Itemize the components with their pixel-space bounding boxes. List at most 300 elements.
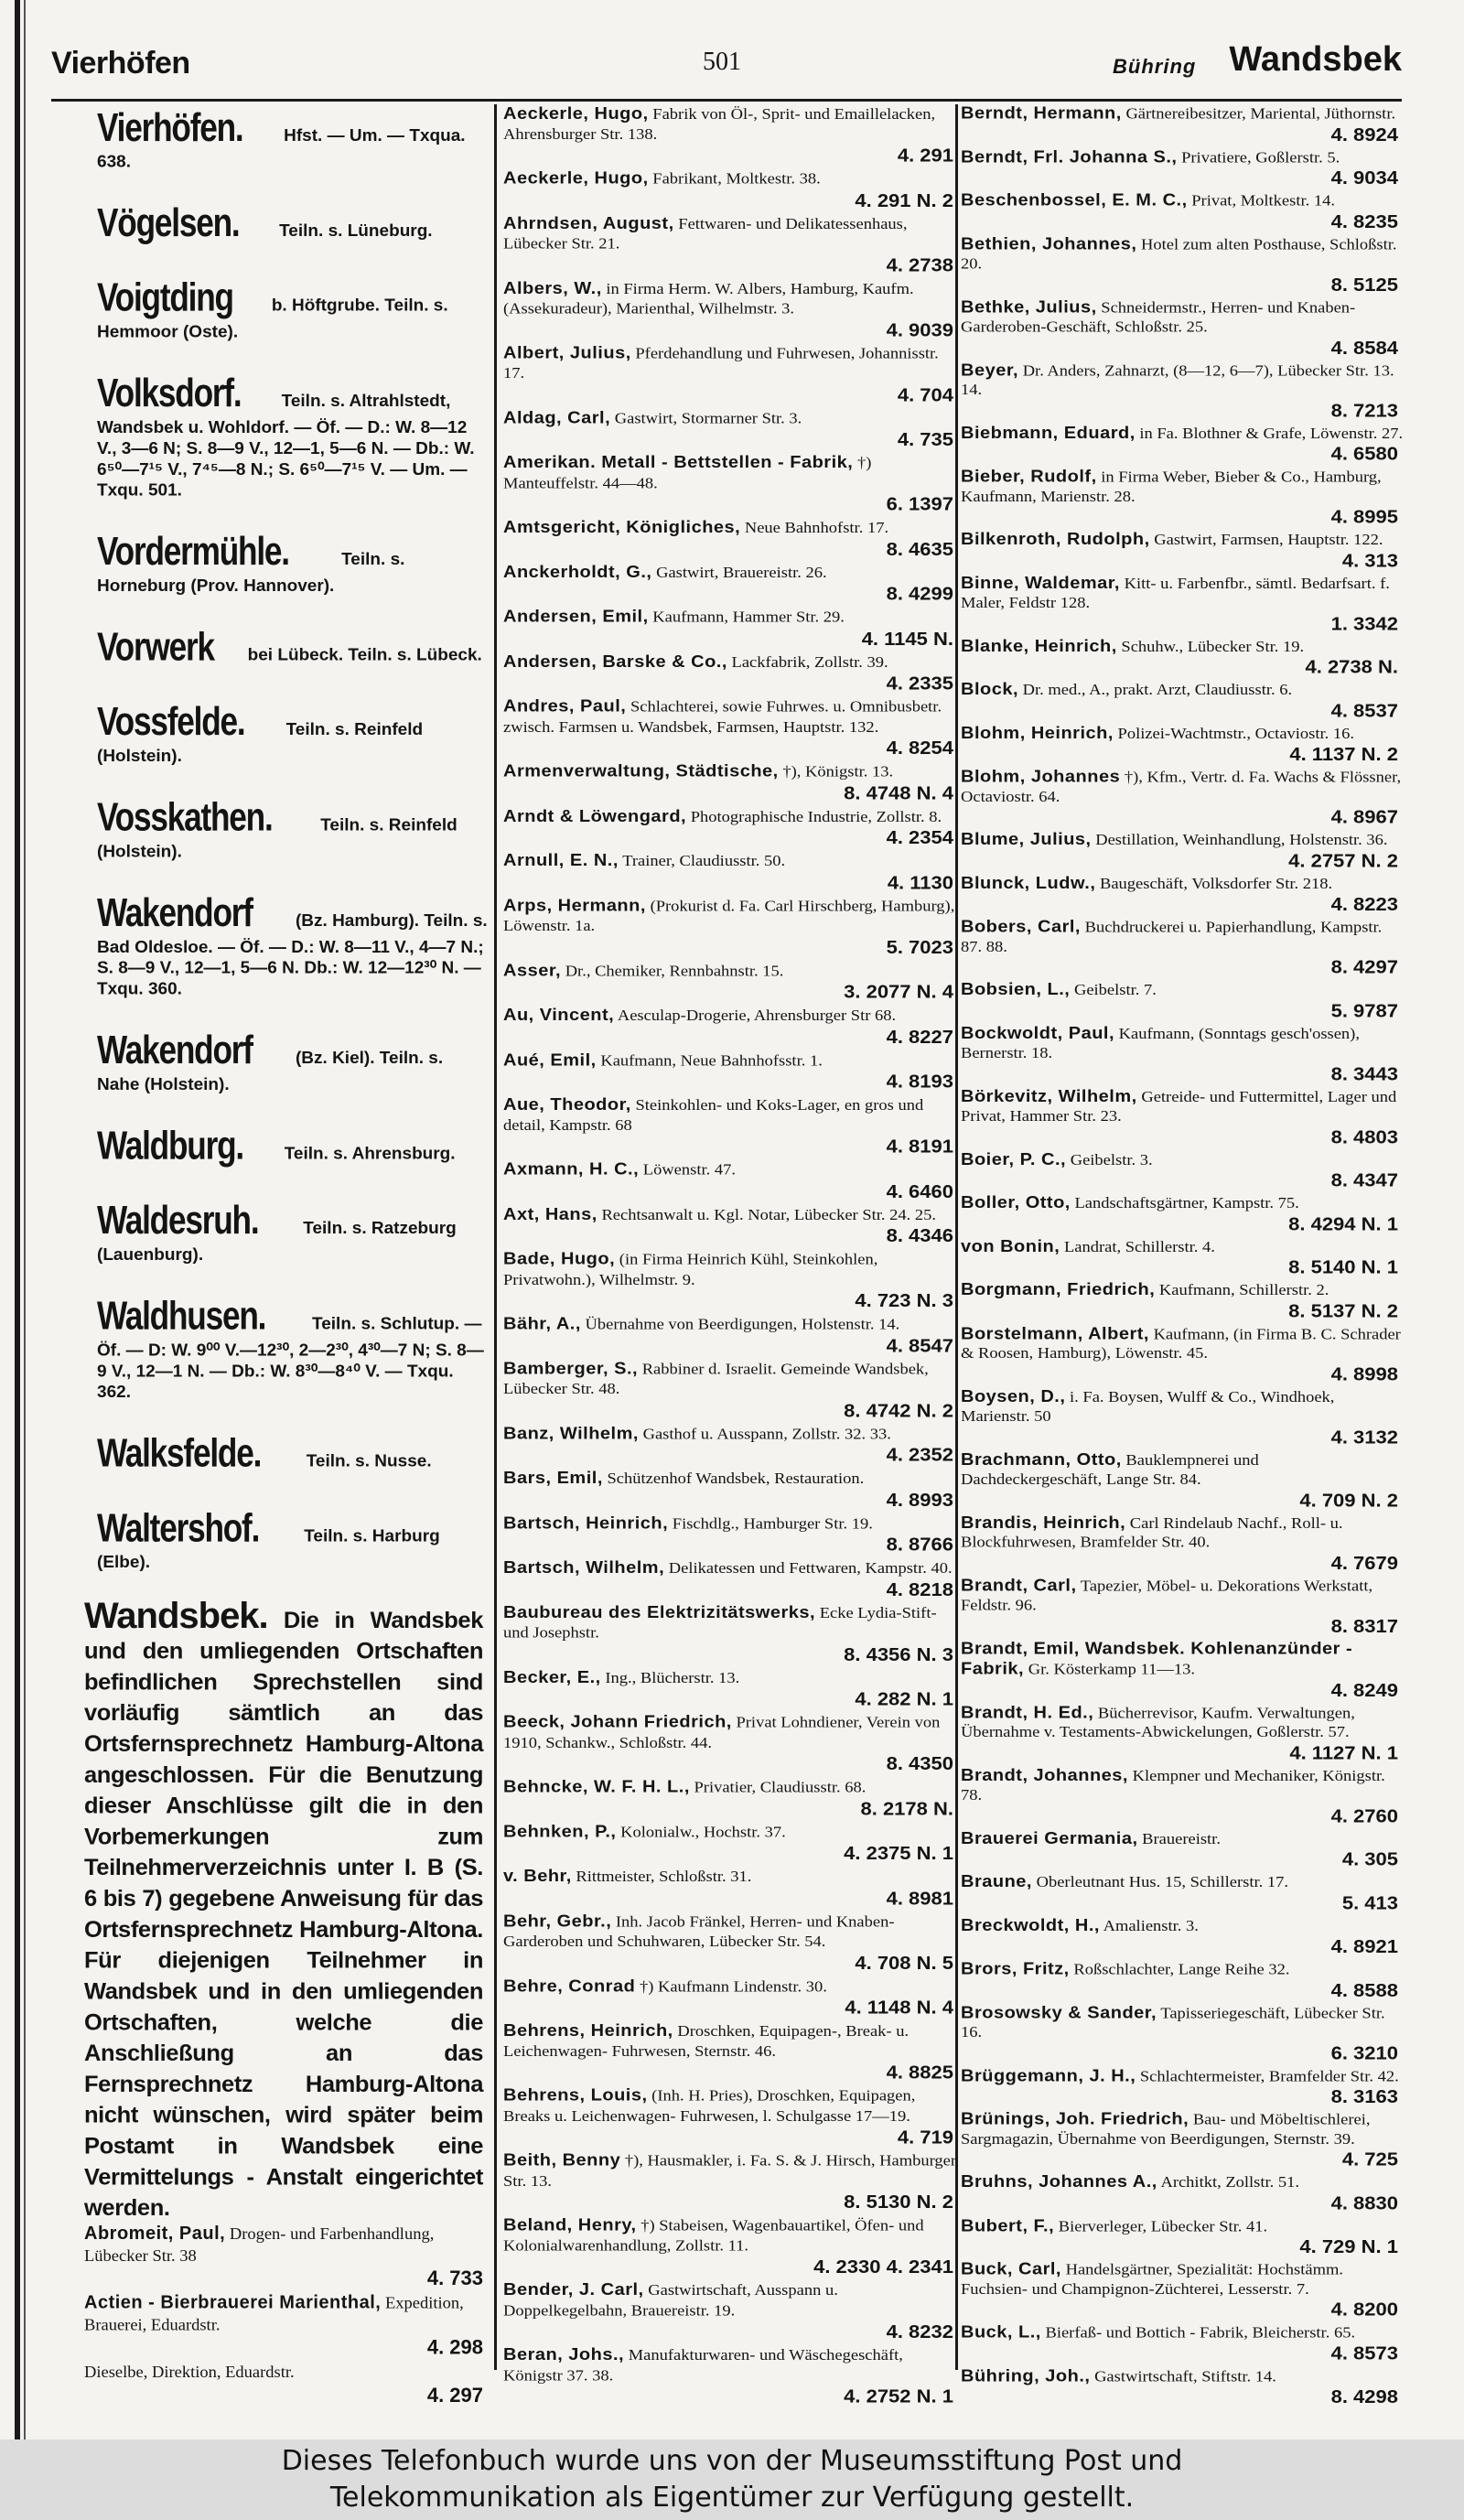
- subscriber-info: Bauklempnerei und Dachdeckergeschäft, Lange Str. 84.: [961, 1451, 1259, 1489]
- phone-number: 8. 4298: [1330, 2385, 1398, 2407]
- subscriber-entry: [961, 724, 1404, 768]
- subscriber-name: von Bonin,: [961, 1237, 1060, 1256]
- subscriber-info: Bierverleger, Lübecker Str. 41.: [1058, 2218, 1268, 2235]
- subscriber-entry: [961, 1024, 1404, 1087]
- subscriber-name: Bender, J. Carl,: [503, 2280, 644, 2299]
- subscriber-info: Kitt- u. Farbenfbr., sämtl. Bedarfsart. f. Maler, Feldstr 128.: [961, 576, 1390, 612]
- place-detail: Teiln. s. Horneburg (Prov. Hannover).: [97, 550, 405, 597]
- header-place: Wandsbek: [1229, 40, 1402, 79]
- subscriber-entry: [503, 697, 959, 762]
- subscriber-entry: [503, 104, 959, 169]
- subscriber-info: Manufakturwaren- und Wäschegeschäft, Königstr 37. 38.: [503, 2347, 903, 2385]
- subscriber-entry: [961, 235, 1404, 298]
- phone-number: 6. 3210: [1330, 2042, 1398, 2063]
- subscriber-entry: [961, 2173, 1404, 2217]
- subscriber-entry: [503, 762, 959, 807]
- subscriber-info: Löwenstr. 47.: [642, 1161, 736, 1179]
- subscriber-entry: [503, 1006, 959, 1050]
- subscriber-name: Biebmann, Eduard,: [961, 424, 1136, 443]
- entry-list: [51, 2224, 489, 2409]
- subscriber-entry: [961, 874, 1404, 918]
- subscriber-name: Breckwoldt, H.,: [961, 1916, 1100, 1935]
- subscriber-entry: [503, 608, 959, 652]
- subscriber-entry: [503, 343, 959, 408]
- subscriber-info: Landschaftsgärtner, Kampstr. 75.: [1074, 1195, 1299, 1212]
- subscriber-info: Kaufmann, (Sonntags gesch'ossen), Bernerstr. 18.: [961, 1026, 1360, 1062]
- subscriber-name: Bieber, Rudolf,: [961, 467, 1097, 486]
- header-first-entry: Vierhöfen: [51, 46, 190, 81]
- subscriber-info: Dr. med., A., prakt. Arzt, Claudiusstr. 6.: [1022, 682, 1293, 699]
- subscriber-info: Gastwirt, Stormarner Str. 3.: [614, 410, 802, 427]
- subscriber-entry: [961, 191, 1404, 235]
- phone-number: 4. 297: [426, 2383, 483, 2407]
- subscriber-entry: [961, 1150, 1404, 1194]
- subscriber-info: Gr. Kösterkamp 11—13.: [1028, 1661, 1195, 1678]
- column-1: [51, 104, 489, 2410]
- subscriber-name: Beith, Benny: [503, 2150, 621, 2170]
- phone-number: 4. 8584: [1330, 337, 1398, 358]
- archive-notice: [0, 2439, 1464, 2520]
- phone-number: 4. 1130: [887, 871, 953, 893]
- phone-number: 8. 4297: [1330, 956, 1398, 978]
- subscriber-info: Gastwirt, Brauereistr. 26.: [656, 564, 827, 582]
- subscriber-info: Schlachtermeister, Bramfelder Str. 42.: [1139, 2068, 1399, 2085]
- subscriber-entry: [961, 1450, 1404, 1513]
- phone-number: 4. 8232: [886, 2321, 953, 2342]
- subscriber-name: Blunck, Ludw.,: [961, 874, 1096, 893]
- subscriber-info: Fabrik von Öl-, Sprit- und Emaillelacken, Ahrensburger Str. 138.: [503, 105, 936, 144]
- subscriber-info: Gastwirtschaft, Ausspann u. Doppelkegelbahn, Brauereistr. 19.: [503, 2282, 838, 2320]
- subscriber-name: Behre, Conrad: [503, 1976, 636, 1996]
- subscriber-name: Aeckerle, Hugo,: [503, 104, 649, 124]
- subscriber-name: Brüggemann, J. H.,: [961, 2066, 1136, 2085]
- place-detail: Teiln. s. Ahrensburg.: [284, 1144, 456, 1164]
- subscriber-info: Aesculap-Drogerie, Ahrensburger Str 68.: [617, 1007, 897, 1025]
- subscriber-entry: [961, 104, 1404, 148]
- subscriber-name: Behnken, P.,: [503, 1822, 617, 1841]
- subscriber-name: Behr, Gebr.,: [503, 1912, 612, 1931]
- subscriber-entry: [503, 453, 959, 518]
- archive-notice-line-1: Dieses Telefonbuch wurde uns von der Museumsstiftung Post und: [281, 2445, 1183, 2477]
- subscriber-entry: [961, 1513, 1404, 1577]
- place-detail: Teiln. s. Lüneburg.: [279, 221, 433, 242]
- phone-number: 4. 8995: [1330, 506, 1398, 528]
- subscriber-info: Kolonialw., Hochstr. 37.: [620, 1824, 786, 1841]
- place-heading: [51, 889, 489, 999]
- subscriber-info: Hotel zum alten Posthause, Schloßstr. 20.: [961, 236, 1397, 273]
- subscriber-name: Actien - Bierbrauerei Marienthal,: [84, 2292, 382, 2313]
- column-3: [961, 104, 1404, 2410]
- subscriber-entry: [961, 2004, 1404, 2067]
- phone-number: 4. 2354: [886, 826, 953, 848]
- subscriber-entry: [961, 1873, 1404, 1917]
- phone-number: 5. 413: [1341, 1892, 1398, 1913]
- place-detail: Hfst. — Um. — Txqua. 638.: [97, 125, 466, 172]
- phone-number: 4. 2738: [886, 253, 953, 275]
- subscriber-entry: [961, 2216, 1404, 2260]
- subscriber-entry: [961, 1766, 1404, 1829]
- place-name: Waldburg.: [97, 1123, 243, 1168]
- subscriber-name: Bähr, A.,: [503, 1314, 581, 1333]
- intro-lead: Wandsbek.: [84, 1595, 268, 1636]
- subscriber-entry: [961, 2366, 1404, 2410]
- subscriber-info: Neue Bahnhofstr. 17.: [744, 519, 889, 537]
- place-heading: [51, 104, 489, 173]
- phone-number: 8. 5130 N. 2: [844, 2191, 953, 2213]
- subscriber-info: Geibelstr. 3.: [1070, 1151, 1153, 1169]
- subscriber-name: Brandis, Heinrich,: [961, 1513, 1126, 1532]
- place-name: Vorwerk: [97, 624, 214, 670]
- place-heading: [51, 275, 489, 343]
- subscriber-info: Privat, Moltkestr. 14.: [1191, 192, 1335, 210]
- phone-number: 4. 2375 N. 1: [844, 1842, 953, 1864]
- subscriber-name: Arnull, E. N.,: [503, 851, 619, 870]
- subscriber-info: (Prokurist d. Fa. Carl Hirschberg, Hamburg), Löwenstr. 1a.: [503, 898, 955, 935]
- phone-number: 4. 733: [426, 2266, 483, 2289]
- header-last-entry: Bühring: [1113, 55, 1197, 78]
- subscriber-entry: [503, 1603, 959, 1668]
- subscriber-info: †) Stabeisen, Wagenbauartikel, Öfen- und Kolonialwarenhandlung, Zollstr. 11.: [503, 2217, 924, 2255]
- subscriber-entry: [961, 981, 1404, 1025]
- subscriber-entry: [503, 1314, 959, 1359]
- phone-number: 8. 4294 N. 1: [1288, 1212, 1398, 1234]
- place-name: Vierhöfen.: [97, 104, 243, 150]
- subscriber-entry: [961, 2323, 1404, 2367]
- subscriber-info: Brauereistr.: [1142, 1831, 1221, 1848]
- phone-number: 4. 2738 N.: [1305, 656, 1398, 678]
- subscriber-entry: [961, 531, 1404, 575]
- phone-number: 4. 8254: [886, 737, 953, 759]
- subscriber-entry: [503, 1912, 959, 1976]
- phone-number: 4. 8921: [1330, 1935, 1398, 1957]
- subscriber-name: Becker, E.,: [503, 1667, 601, 1687]
- subscriber-info: Dieselbe, Direktion, Eduardstr.: [84, 2364, 295, 2383]
- archive-notice-line-2: Telekommunikation als Eigentümer zur Verfügung gestellt.: [329, 2482, 1135, 2514]
- subscriber-info: Privatier, Claudiusstr. 68.: [694, 1779, 867, 1796]
- subscriber-info: Rechtsanwalt u. Kgl. Notar, Lübecker Str. 24. 25.: [601, 1206, 937, 1224]
- subscriber-entry: [961, 2110, 1404, 2173]
- subscriber-entry: [503, 1713, 959, 1778]
- subscriber-info: Roßschlachter, Lange Reihe 32.: [1073, 1961, 1290, 1978]
- phone-number: 4. 8249: [1330, 1679, 1398, 1700]
- phone-number: 4. 298: [426, 2335, 483, 2359]
- subscriber-entry: [503, 851, 959, 896]
- subscriber-entry: [961, 768, 1404, 831]
- subscriber-name: Berndt, Hermann,: [961, 104, 1122, 123]
- phone-number: 4. 305: [1341, 1848, 1398, 1870]
- subscriber-name: Beschenbossel, E. M. C.,: [961, 191, 1188, 210]
- subscriber-entry: [51, 2362, 489, 2409]
- subscriber-name: Albers, W.,: [503, 278, 602, 298]
- subscriber-info: Bau- und Möbeltischlerei, Sargmagazin, Übernahme von Beerdigungen, Sternstr. 39.: [961, 2111, 1371, 2148]
- subscriber-info: i. Fa. Boysen, Wulff & Co., Windhoek, Marienstr. 50: [961, 1389, 1335, 1426]
- phone-number: 4. 291: [897, 144, 953, 167]
- place-heading: [51, 370, 489, 501]
- column-2: [503, 104, 959, 2410]
- subscriber-entry: [503, 1250, 959, 1315]
- phone-number: 8. 4346: [886, 1224, 953, 1246]
- subscriber-name: Behrens, Heinrich,: [503, 2021, 673, 2041]
- intro-text: Die in Wandsbek und den umliegenden Ortschaften befindlichen Sprechstellen sind vorläufig sämtlich an das Ortsfernsprechnetz Hamburg-Altona angeschlossen. Für die Benutzung dieser Anschlüsse gilt die in den Vorbemerkungen zum Teilnehmerverzeichnis unter I. B (S. 6 bis 7) gegebene Anweisung für das Ortsfernsprechnetz Hamburg-Altona. Für diejenigen Teilnehmer in Wandsbek und in den umliegenden Ortschaften, welche die Anschließung an das Fernsprechnetz Hamburg-Altona nicht wünschen, wird später beim Postamt in Wandsbek eine Vermittelungs - Anstalt eingerichtet werden.: [84, 1607, 483, 2222]
- phone-number: 4. 8537: [1330, 700, 1398, 721]
- subscriber-entry: [961, 637, 1404, 681]
- subscriber-name: Axt, Hans,: [503, 1204, 597, 1224]
- phone-number: 4. 1137 N. 2: [1289, 743, 1398, 765]
- phone-number: 4. 708 N. 5: [855, 1952, 953, 1974]
- subscriber-entry: [503, 1160, 959, 1205]
- subscriber-entry: [503, 1095, 959, 1160]
- subscriber-info: in Firma Herm. W. Albers, Hamburg, Kaufm. (Assekuradeur), Marienthal, Wilhelmstr. 3.: [503, 280, 914, 318]
- place-name: Voigtding: [97, 275, 233, 320]
- subscriber-entry: [503, 169, 959, 214]
- place-detail: Teiln. s. Reinfeld (Holstein).: [97, 720, 424, 766]
- subscriber-entry: [961, 1387, 1404, 1450]
- place-heading: [51, 1197, 489, 1265]
- subscriber-info: †), Kfm., Vertr. d. Fa. Wachs & Flössner, Octaviostr. 64.: [961, 769, 1402, 806]
- subscriber-name: Bilkenroth, Rudolph,: [961, 530, 1150, 549]
- phone-number: 8. 4742 N. 2: [844, 1399, 953, 1421]
- phone-number: 4. 2752 N. 1: [844, 2385, 953, 2407]
- subscriber-info: Kaufmann, Neue Bahnhofsstr. 1.: [600, 1051, 823, 1070]
- subscriber-entry: [503, 408, 959, 453]
- phone-number: 3. 2077 N. 4: [844, 981, 953, 1003]
- subscriber-info: †) Manteuffelstr. 44—48.: [503, 455, 872, 492]
- phone-number: 8. 5137 N. 2: [1288, 1300, 1398, 1321]
- subscriber-entry: [503, 1050, 959, 1095]
- subscriber-name: Brandt, Emil, Wandsbek. Kohlenanzünder - Fabrik,: [961, 1639, 1353, 1678]
- phone-number: 8. 4350: [886, 1752, 953, 1774]
- subscriber-name: Aué, Emil,: [503, 1050, 597, 1070]
- subscriber-entry: [961, 1237, 1404, 1281]
- subscriber-name: Buck, L.,: [961, 2322, 1041, 2342]
- subscriber-info: Dr., Chemiker, Rennbahnstr. 15.: [565, 963, 784, 980]
- phone-number: 4. 8981: [886, 1887, 953, 1909]
- subscriber-name: Anckerholdt, G.,: [503, 562, 652, 582]
- subscriber-entry: [503, 2151, 959, 2216]
- subscriber-name: Aue, Theodor,: [503, 1094, 631, 1115]
- subscriber-name: Beran, Johs.,: [503, 2345, 625, 2364]
- phone-number: 4. 8924: [1330, 124, 1398, 145]
- place-heading: [51, 1027, 489, 1095]
- binding-edge-inner: [24, 0, 26, 2439]
- subscriber-info: Gasthof u. Ausspann, Zollstr. 32. 33.: [642, 1426, 891, 1443]
- subscriber-entry: [503, 1359, 959, 1424]
- subscriber-entry: [51, 2224, 489, 2293]
- subscriber-entry: [503, 1469, 959, 1513]
- subscriber-name: Beyer,: [961, 361, 1019, 380]
- subscriber-name: Börkevitz, Wilhelm,: [961, 1087, 1137, 1106]
- subscriber-info: Trainer, Claudiusstr. 50.: [622, 853, 786, 870]
- subscriber-entry: [503, 896, 959, 961]
- subscriber-info: (Inh. H. Pries), Droschken, Equipagen, Breaks u. Leichenwagen- Fuhrwesen, l. Schulgasse 17—19.: [503, 2087, 916, 2126]
- place-heading: [51, 199, 489, 247]
- subscriber-info: Rittmeister, Schloßstr. 31.: [576, 1868, 752, 1886]
- subscriber-name: Bockwoldt, Paul,: [961, 1024, 1115, 1043]
- subscriber-name: Borgmann, Friedrich,: [961, 1280, 1156, 1299]
- phone-number: 4. 9034: [1330, 167, 1398, 188]
- subscriber-info: Ecke Lydia-Stift- und Josephstr.: [503, 1604, 937, 1642]
- place-heading: [51, 1293, 489, 1403]
- page-header: [51, 40, 1402, 93]
- subscriber-name: Au, Vincent,: [503, 1006, 615, 1025]
- subscriber-info: Klempner und Mechaniker, Königstr. 78.: [961, 1768, 1385, 1804]
- subscriber-entry: [961, 298, 1404, 361]
- subscriber-name: Bethien, Johannes,: [961, 234, 1137, 253]
- subscriber-info: Schuhw., Lübecker Str. 19.: [1121, 639, 1305, 656]
- subscriber-name: Bubert, F.,: [961, 2216, 1055, 2235]
- subscriber-info: †), Hausmakler, i. Fa. S. & J. Hirsch, Hamburger Str. 13.: [503, 2152, 957, 2191]
- subscriber-name: Bars, Emil,: [503, 1469, 603, 1488]
- subscriber-info: Architkt, Zollstr. 51.: [1160, 2174, 1300, 2192]
- place-detail: Teiln. s. Schlutup. — Öf. — D: W. 9⁰⁰ V.—12³⁰, 2—2³⁰, 4³⁰—7 N; S. 8—9 V., 12—1 N. — Db.: W. 8³⁰—8⁴⁰ V. — Txqu. 362.: [97, 1314, 484, 1403]
- subscriber-name: Blohm, Johannes: [961, 767, 1121, 786]
- phone-number: 4. 8967: [1330, 806, 1398, 828]
- subscriber-name: Beland, Henry,: [503, 2215, 637, 2235]
- subscriber-info: Gastwirtschaft, Stiftstr. 14.: [1094, 2368, 1276, 2385]
- subscriber-name: Bade, Hugo,: [503, 1249, 616, 1269]
- subscriber-entry: [503, 961, 959, 1006]
- subscriber-info: Gärtnereibesitzer, Mariental, Jüthornstr.: [1125, 105, 1396, 123]
- phone-number: 5. 9787: [1330, 1000, 1398, 1021]
- subscriber-info: Landrat, Schillerstr. 4.: [1063, 1239, 1215, 1256]
- subscriber-name: Bruhns, Johannes A.,: [961, 2172, 1157, 2192]
- place-detail: b. Höftgrube. Teiln. s. Hemmoor (Oste).: [97, 296, 448, 342]
- subscriber-name: Braune,: [961, 1872, 1032, 1891]
- subscriber-info: Carl Rindelaub Nachf., Roll- u. Blockfuhrwesen, Bramfelder Str. 40.: [961, 1514, 1343, 1552]
- subscriber-info: Inh. Jacob Fränkel, Herren- und Knaben-Garderoben und Schuhwaren, Lübecker Str. 54.: [503, 1913, 895, 1951]
- subscriber-info: Fettwaren- und Delikatessenhaus, Lübecker Str. 21.: [503, 215, 908, 253]
- subscriber-entry: [961, 424, 1404, 468]
- place-detail: Teiln. s. Nusse.: [306, 1451, 432, 1471]
- subscriber-info: Getreide- und Futtermittel, Lager und Privat, Hammer Str. 23.: [961, 1089, 1397, 1125]
- phone-number: 4. 735: [897, 428, 953, 450]
- subscriber-info: Droschken, Equipagen-, Break- u. Leichenwagen- Fuhrwesen, Sternstr. 46.: [503, 2022, 910, 2061]
- subscriber-name: Amtsgericht, Königliches,: [503, 517, 741, 537]
- phone-number: 4. 8573: [1330, 2342, 1398, 2364]
- place-name: Vögelsen.: [97, 200, 240, 246]
- wandsbek-intro: [51, 1595, 489, 2224]
- place-name: Waldhusen.: [97, 1293, 266, 1339]
- subscriber-name: Blanke, Heinrich,: [961, 637, 1117, 656]
- subscriber-name: Abromeit, Paul,: [84, 2224, 226, 2245]
- subscriber-entry: [961, 361, 1404, 424]
- subscriber-info: Privat Lohndiener, Verein von 1910, Schankw., Schloßstr. 44.: [503, 1714, 941, 1752]
- subscriber-name: Boller, Otto,: [961, 1193, 1071, 1212]
- subscriber-name: Andres, Paul,: [503, 696, 627, 716]
- subscriber-name: Andersen, Barske & Co.,: [503, 652, 727, 672]
- subscriber-entry: [503, 279, 959, 344]
- subscriber-info: Geibelstr. 7.: [1073, 982, 1157, 999]
- subscriber-entry: [961, 1194, 1404, 1238]
- subscriber-info: Schlachterei, sowie Fuhrwes. u. Omnibusbetr. zwisch. Farmsen u. Wandsbek, Farmsen, Hauptstr. 132.: [503, 698, 942, 737]
- phone-number: 4. 719: [897, 2126, 953, 2148]
- subscriber-entry: [961, 1577, 1404, 1640]
- subscriber-name: Banz, Wilhelm,: [503, 1424, 639, 1443]
- phone-number: 4. 8218: [886, 1578, 953, 1600]
- subscriber-entry: [503, 1867, 959, 1912]
- subscriber-name: Boier, P. C.,: [961, 1150, 1067, 1169]
- subscriber-entry: [503, 806, 959, 851]
- subscriber-name: Aldag, Carl,: [503, 408, 611, 427]
- binding-edge: [15, 0, 20, 2439]
- entry-list: [503, 104, 959, 2410]
- subscriber-info: Delikatessen und Fettwaren, Kampstr. 40.: [668, 1559, 953, 1578]
- place-detail: Teiln. s. Harburg (Elbe).: [97, 1526, 440, 1573]
- place-name: Wakendorf: [97, 890, 253, 935]
- subscriber-entry: [961, 148, 1404, 192]
- subscriber-entry: [961, 1704, 1404, 1767]
- subscriber-name: Brandt, Johannes,: [961, 1766, 1128, 1785]
- subscriber-entry: [503, 1205, 959, 1250]
- phone-number: 4. 8200: [1330, 2299, 1398, 2321]
- place-detail: Teiln. s. Ratzeburg (Lauenburg).: [97, 1219, 457, 1265]
- phone-number: 6. 1397: [886, 492, 953, 515]
- subscriber-entry: [961, 1281, 1404, 1325]
- phone-number: 4. 8830: [1330, 2192, 1398, 2213]
- subscriber-name: v. Behr,: [503, 1867, 572, 1886]
- subscriber-name: Berndt, Frl. Johanna S.,: [961, 147, 1178, 167]
- subscriber-entry: [503, 563, 959, 608]
- place-heading: [51, 1504, 489, 1573]
- subscriber-info: Fabrikant, Moltkestr. 38.: [652, 170, 821, 188]
- column-divider: [494, 104, 497, 2370]
- phone-number: 4. 725: [1341, 2148, 1398, 2170]
- phone-number: 8. 4299: [886, 582, 953, 605]
- phone-number: 4. 2330 4. 2341: [813, 2256, 953, 2278]
- place-heading: [51, 1430, 489, 1478]
- place-name: Vordermühle.: [97, 529, 289, 575]
- phone-number: 4. 8191: [886, 1135, 953, 1158]
- subscriber-info: Tapezier, Möbel- u. Dekorations Werkstatt, Feldstr. 96.: [961, 1578, 1373, 1615]
- phone-number: 8. 4347: [1330, 1169, 1398, 1191]
- subscriber-entry: [503, 652, 959, 697]
- phone-number: 8. 4356 N. 3: [844, 1642, 953, 1665]
- subscriber-name: Binne, Waldemar,: [961, 574, 1120, 593]
- subscriber-entry: [503, 2021, 959, 2086]
- phone-number: 4. 723 N. 3: [855, 1289, 953, 1311]
- place-detail: (Bz. Kiel). Teiln. s. Nahe (Holstein).: [97, 1049, 444, 1094]
- place-heading: [51, 528, 489, 597]
- phone-number: 8. 4635: [886, 537, 953, 560]
- place-name: Volksdorf.: [97, 371, 242, 416]
- phone-number: 8. 4803: [1330, 1125, 1398, 1147]
- phone-number: 4. 2335: [886, 672, 953, 694]
- phone-number: 4. 1148 N. 4: [845, 1997, 953, 2019]
- subscriber-info: †) Kaufmann Lindenstr. 30.: [639, 1977, 827, 1996]
- subscriber-info: (in Firma Heinrich Kühl, Steinkohlen, Privatwohn.), Wilhelmstr. 9.: [503, 1251, 878, 1289]
- subscriber-entry: [961, 1916, 1404, 1960]
- subscriber-info: Buchdruckerei u. Papierhandlung, Kampstr. 87. 88.: [961, 919, 1383, 956]
- phone-number: 4. 313: [1341, 550, 1398, 571]
- subscriber-name: Bartsch, Heinrich,: [503, 1513, 669, 1533]
- subscriber-entry: [961, 1324, 1404, 1387]
- phone-number: 4. 2757 N. 2: [1288, 850, 1398, 871]
- phone-number: 4. 704: [897, 383, 953, 405]
- subscriber-name: Aeckerle, Hugo,: [503, 168, 649, 188]
- subscriber-name: Ahrndsen, August,: [503, 213, 674, 233]
- subscriber-info: Übernahme von Beerdigungen, Holstenstr. 14.: [585, 1316, 900, 1333]
- subscriber-name: Axmann, H. C.,: [503, 1159, 640, 1179]
- subscriber-name: Bobsien, L.,: [961, 980, 1071, 999]
- subscriber-name: Arps, Hermann,: [503, 896, 646, 915]
- subscriber-name: Arndt & Löwengard,: [503, 806, 687, 825]
- subscriber-entry: [503, 518, 959, 563]
- subscriber-info: Tapisseriegeschäft, Lübecker Str. 16.: [961, 2005, 1385, 2041]
- phone-number: 4. 709 N. 2: [1299, 1489, 1398, 1511]
- subscriber-entry: [961, 831, 1404, 875]
- subscriber-entry: [961, 1829, 1404, 1873]
- subscriber-info: Destillation, Weinhandlung, Holstenstr. 36.: [1095, 832, 1388, 849]
